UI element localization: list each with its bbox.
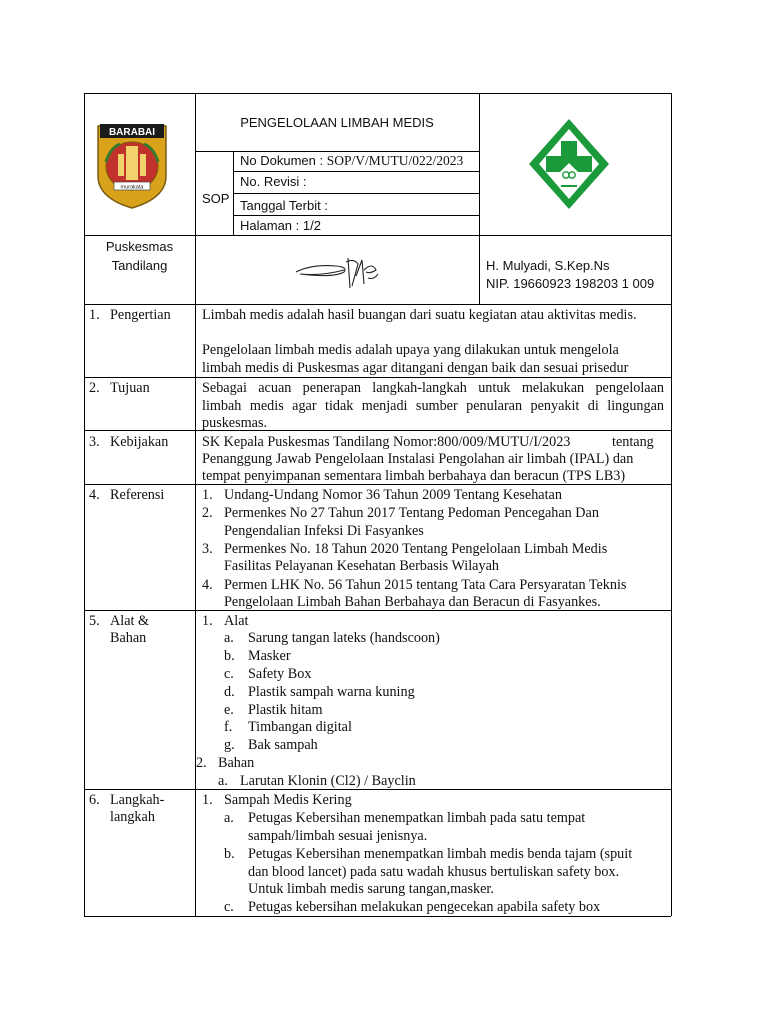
section-num-4: 4.	[89, 487, 100, 503]
svg-text:BARABAI: BARABAI	[108, 127, 156, 138]
signature	[292, 250, 382, 294]
langkah-item-num: a.	[224, 810, 234, 826]
section-label-pengertian: Pengertian	[110, 307, 171, 323]
tujuan-line: puskesmas.	[202, 415, 268, 431]
alat-item: Safety Box	[248, 666, 312, 682]
section-label-tujuan: Tujuan	[110, 380, 150, 396]
header-mid-border	[84, 235, 671, 236]
section-label-kebijakan: Kebijakan	[110, 434, 169, 450]
bahan-heading: Bahan	[218, 755, 255, 771]
puskesmas-logo	[527, 117, 611, 211]
langkah-item-text: sampah/limbah sesuai jenisnya.	[248, 828, 428, 844]
barabai-logo	[92, 118, 172, 210]
langkah-item-num: b.	[224, 846, 235, 862]
pengertian-line: Limbah medis adalah hasil buangan dari suatu kegiatan atau aktivitas medis.	[202, 307, 637, 323]
referensi-item-num: 1.	[202, 487, 213, 503]
referensi-item-text: Undang-Undang Nomor 36 Tahun 2009 Tentang Kesehatan	[224, 487, 562, 503]
alat-item-num: b.	[224, 648, 235, 664]
section-num-2: 2.	[89, 380, 100, 396]
tujuan-line: Sebagai acuan penerapan langkah-langkah untuk melakukan pengelolaan	[202, 380, 664, 396]
header-bottom-border	[84, 304, 671, 305]
alat-item-num: d.	[224, 684, 235, 700]
langkah-item-text: Petugas Kebersihan menempatkan limbah pada satu tempat	[248, 810, 586, 826]
section-num-5: 5.	[89, 613, 100, 629]
section-label-langkah-1: Langkah-	[110, 792, 165, 808]
header-right-divider	[479, 93, 480, 304]
alat-item: Sarung tangan lateks (handscoon)	[248, 630, 440, 646]
alat-item-num: c.	[224, 666, 234, 682]
alat-item: Plastik hitam	[248, 702, 323, 718]
alat-item: Timbangan digital	[248, 719, 352, 735]
langkah-item-text: Untuk limbah medis sarung tangan,masker.	[248, 881, 494, 897]
alat-item-num: e.	[224, 702, 234, 718]
langkah-item-text: Petugas kebersihan melakukan pengecekan apabila safety box	[248, 899, 601, 915]
referensi-item-text: Pengendalian Infeksi Di Fasyankes	[224, 523, 424, 539]
section-label-alat: Alat &	[110, 613, 150, 629]
kebijakan-line: Penanggung Jawab Pengelolaan Instalasi Pengolahan air limbah (IPAL) dan	[202, 451, 634, 467]
header-top-border	[84, 93, 671, 94]
referensi-item-text: Pengelolaan Limbah Bahan Berbahaya dan Beracun di Fasyankes.	[224, 594, 601, 610]
referensi-item-text: Fasilitas Pelayanan Kesehatan Berbasis Wilayah	[224, 558, 499, 574]
pengertian-line: Pengelolaan limbah medis adalah upaya yang dilakukan untuk mengelola	[202, 342, 619, 358]
langkah-item-text: dan blood lancet) pada satu wadah khusus bertuliskan safety box.	[248, 864, 620, 880]
table-bottom-border	[84, 916, 671, 917]
section-num-1: 1.	[89, 307, 100, 323]
org-name-line1: Puskesmas	[105, 239, 174, 254]
no-dokumen-label: No Dokumen :	[240, 153, 327, 168]
referensi-item-num: 3.	[202, 541, 213, 557]
section-num-6: 6.	[89, 792, 100, 808]
tujuan-line: limbah medis agar tidak menjadi sumber penularan penyakit di lingungan	[202, 398, 664, 414]
pengertian-line: limbah medis di Puskesmas agar ditangani dengan baik dan sesuai prisedur	[202, 360, 629, 376]
langkah-item-num: c.	[224, 899, 234, 915]
alat-item: Plastik sampah warna kuning	[248, 684, 415, 700]
referensi-item-num: 2.	[202, 505, 213, 521]
halaman-field: Halaman : 1/2	[240, 218, 321, 233]
bahan-item: Larutan Klonin (Cl2) / Bayclin	[240, 773, 416, 789]
section-label-langkah-2: langkah	[110, 809, 155, 825]
referensi-item-num: 4.	[202, 577, 213, 593]
langkah-item-text: Petugas Kebersihan menempatkan limbah medis benda tajam (spuit	[248, 846, 633, 862]
referensi-item-text: Permen LHK No. 56 Tahun 2015 tentang Tata Cara Persyaratan Teknis	[224, 577, 627, 593]
section-label-referensi: Referensi	[110, 487, 165, 503]
row-border-2	[84, 377, 671, 378]
referensi-item-text: Permenkes No 27 Tahun 2017 Tentang Pedoman Pencegahan Dan	[224, 505, 599, 521]
svg-text:murakata: murakata	[120, 184, 144, 191]
document-title: PENGELOLAAN LIMBAH MEDIS	[240, 115, 434, 130]
sop-label: SOP	[202, 191, 230, 206]
doc-row-border-3	[233, 215, 479, 216]
doc-row-border-2	[233, 193, 479, 194]
kebijakan-line: tentang	[612, 434, 654, 450]
referensi-item-text: Permenkes No. 18 Tahun 2020 Tentang Pengelolaan Limbah Medis	[224, 541, 608, 557]
langkah-sub-num: 1.	[202, 792, 213, 808]
alat-item-num: g.	[224, 737, 235, 753]
kebijakan-line: SK Kepala Puskesmas Tandilang Nomor:800/009/MUTU/I/2023	[202, 434, 571, 450]
tanggal-terbit-field: Tanggal Terbit :	[240, 198, 328, 213]
alat-item: Masker	[248, 648, 291, 664]
signer-name: H. Mulyadi, S.Kep.Ns	[486, 258, 610, 273]
org-name-line2: Tandilang	[111, 258, 168, 273]
label-column-divider	[195, 93, 196, 916]
table-left-border	[84, 93, 85, 916]
no-dokumen-field	[240, 152, 463, 170]
kebijakan-line: tempat penyimpanan sementara limbah berbahaya dan beracun (TPS LB3)	[202, 468, 626, 484]
section-label-bahan: Bahan	[110, 630, 147, 646]
table-right-border	[671, 93, 672, 916]
row-border-3	[84, 430, 671, 431]
alat-item-num: f.	[224, 719, 233, 735]
alat-item-num: a.	[224, 630, 234, 646]
alat-item: Bak sampah	[248, 737, 318, 753]
alat-heading: Alat	[224, 613, 249, 629]
section-num-3: 3.	[89, 434, 100, 450]
no-revisi-field: No. Revisi :	[240, 174, 307, 189]
bahan-num: 2.	[196, 755, 207, 771]
bahan-item-num: a.	[218, 773, 228, 789]
doc-row-border-1	[233, 171, 479, 172]
langkah-sub-heading: Sampah Medis Kering	[224, 792, 352, 808]
signer-nip: NIP. 19660923 198203 1 009	[486, 276, 655, 291]
no-dokumen-value: SOP/V/MUTU/022/2023	[326, 153, 464, 168]
alat-num: 1.	[202, 613, 213, 629]
